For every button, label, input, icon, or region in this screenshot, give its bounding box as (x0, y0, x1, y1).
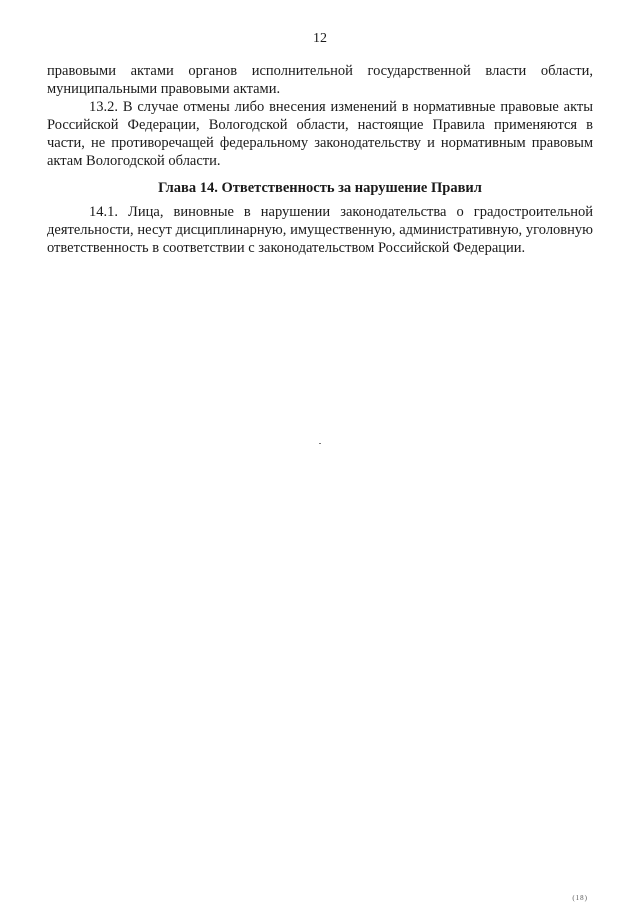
continuation-paragraph: правовыми актами органов исполнительной государственной власти области, муниципальными правовыми актами. (47, 63, 593, 97)
chapter-14-heading: Глава 14. Ответственность за нарушение Правил (158, 180, 482, 196)
section-13-text (47, 62, 593, 170)
page-number: 12 (313, 31, 327, 46)
paragraph-14-1: 14.1. Лица, виновные в нарушении законодательства о градостроительной деятельности, несут дисциплинарную, имущественную, административную, уголовную ответственность в соответствии с законодательством Российской Федерации. (47, 204, 593, 256)
scan-speck (319, 443, 321, 444)
footer-mark: (18) (572, 894, 588, 902)
paragraph-13-2: 13.2. В случае отмены либо внесения изменений в нормативные правовые акты Российской Федерации, Вологодской области, настоящие Правила применяются в части, не противоречащей федеральному законодательству и нормативным правовым актам Вологодской области. (47, 99, 593, 169)
chapter-14-text (47, 203, 593, 257)
